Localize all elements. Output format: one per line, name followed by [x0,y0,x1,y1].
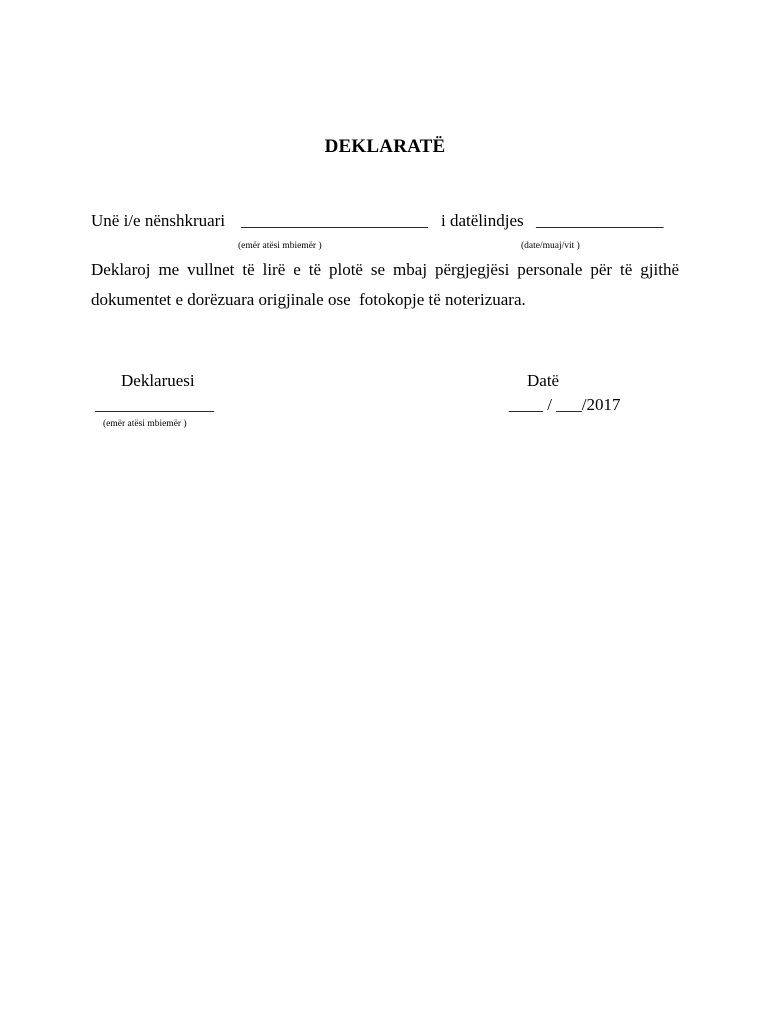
declaration-paragraph-line-1: Deklaroj me vullnet të lirë e të plotë se mbaj përgjegjësi personale për të gjithë [91,260,679,279]
document-title: DEKLARATË [324,136,446,157]
dob-blank-line: _______________ [536,211,664,230]
declarant-hint-text: (emër atësi mbiemër ) [103,419,187,429]
name-hint-text: (emër atësi mbiemër ) [238,241,322,251]
dob-label-text: i datëlindjes [441,211,524,230]
name-blank-line: ______________________ [241,211,428,230]
declarant-label: Deklaruesi [121,371,195,390]
declarant-signature-blank: ______________ [95,395,214,414]
date-value-blank: ____ / ___/2017 [509,395,621,414]
declarant-prefix-text: Unë i/e nënshkruari [91,211,226,230]
date-hint-text: (date/muaj/vit ) [521,241,580,251]
declaration-paragraph-line-2: dokumentet e dorëzuara origjinale ose fotokopje të noterizuara. [91,290,526,309]
date-label: Datë [527,371,560,390]
